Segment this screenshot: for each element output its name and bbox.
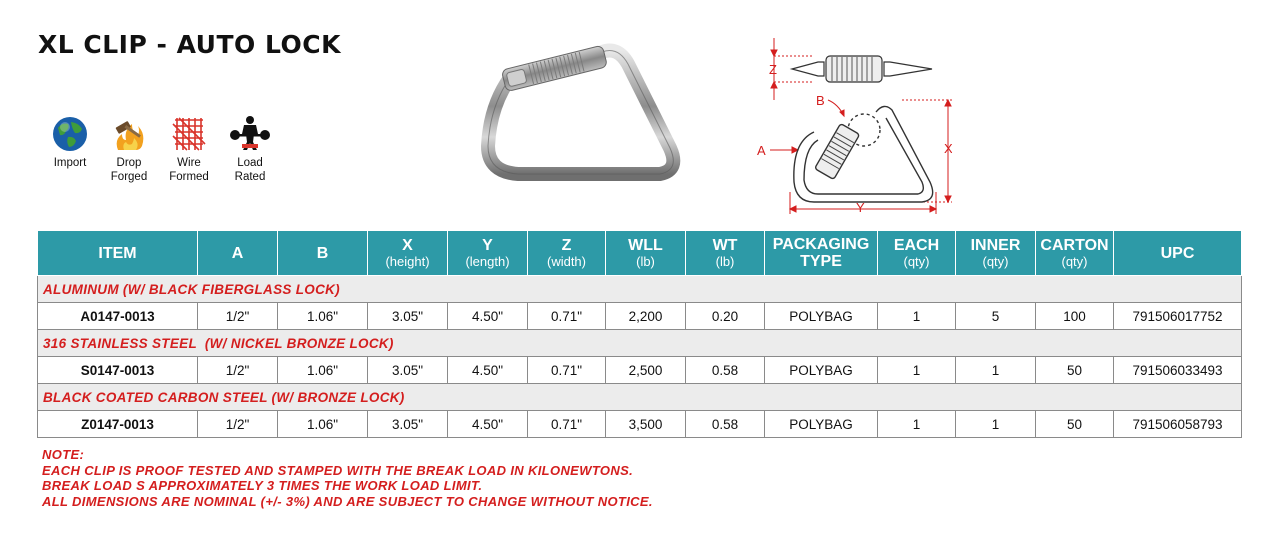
cell-a: 1/2"	[198, 411, 278, 438]
cell-y: 4.50"	[448, 411, 528, 438]
cell-y: 4.50"	[448, 303, 528, 330]
cell-item: A0147-0013	[38, 303, 198, 330]
header-x: X (height)	[368, 231, 448, 276]
header-y: Y (length)	[448, 231, 528, 276]
header-item: ITEM	[38, 231, 198, 276]
header-inner: INNER (qty)	[956, 231, 1036, 276]
feature-label: Wire Formed	[169, 157, 209, 183]
cell-wt: 0.58	[686, 411, 765, 438]
feature-label: Drop Forged	[110, 157, 148, 183]
wire-mesh-icon	[159, 112, 219, 152]
notes-heading: NOTE:	[42, 447, 85, 462]
feature-import	[40, 112, 100, 170]
header-upc: UPC	[1114, 231, 1242, 276]
cell-z: 0.71"	[528, 411, 606, 438]
group-row	[38, 384, 1242, 411]
cell-inner: 5	[956, 303, 1036, 330]
cell-wt: 0.20	[686, 303, 765, 330]
feature-label: Load Rated	[234, 157, 266, 183]
group-title: ALUMINUM (W/ BLACK FIBERGLASS LOCK)	[38, 276, 1242, 303]
dimension-diagram	[752, 32, 952, 222]
cell-inner: 1	[956, 411, 1036, 438]
cell-b: 1.06"	[278, 411, 368, 438]
group-row	[38, 330, 1242, 357]
note-line: EACH CLIP IS PROOF TESTED AND STAMPED WITH THE BREAK LOAD IN KILONEWTONS.	[42, 462, 634, 478]
cell-upc: 791506017752	[1114, 303, 1242, 330]
cell-each: 1	[878, 411, 956, 438]
note-line: BREAK LOAD S APPROXIMATELY 3 TIMES THE WORK LOAD LIMIT.	[42, 478, 483, 493]
group-title: 316 STAINLESS STEEL (W/ NICKEL BRONZE LOCK)	[38, 330, 1242, 357]
hammer-fire-icon	[99, 112, 159, 152]
cell-each: 1	[878, 357, 956, 384]
group-row	[38, 276, 1242, 303]
cell-upc: 791506058793	[1114, 411, 1242, 438]
cell-carton: 100	[1036, 303, 1114, 330]
cell-x: 3.05"	[368, 357, 448, 384]
cell-a: 1/2"	[198, 303, 278, 330]
feature-drop-forged	[99, 112, 159, 184]
feature-load-rated	[220, 112, 280, 184]
group-title: BLACK COATED CARBON STEEL (W/ BRONZE LOCK)	[38, 384, 1242, 411]
cell-each: 1	[878, 303, 956, 330]
cell-z: 0.71"	[528, 357, 606, 384]
table-row	[38, 303, 1242, 330]
cell-x: 3.05"	[368, 411, 448, 438]
table-row	[38, 357, 1242, 384]
cell-wll: 3,500	[606, 411, 686, 438]
cell-packaging: POLYBAG	[765, 303, 878, 330]
header-a: A	[198, 231, 278, 276]
feature-wire-formed	[159, 112, 219, 184]
cell-wll: 2,500	[606, 357, 686, 384]
page-title: XL CLIP - AUTO LOCK	[38, 30, 341, 59]
weightlifter-icon	[220, 112, 280, 152]
dim-label-a: A	[757, 143, 766, 158]
cell-z: 0.71"	[528, 303, 606, 330]
cell-b: 1.06"	[278, 357, 368, 384]
cell-a: 1/2"	[198, 357, 278, 384]
dim-label-y: Y	[856, 200, 865, 215]
carabiner-image	[470, 36, 695, 191]
cell-packaging: POLYBAG	[765, 411, 878, 438]
header-wll: WLL (lb)	[606, 231, 686, 276]
header-each: EACH (qty)	[878, 231, 956, 276]
spec-table	[37, 230, 1242, 438]
header-wt: WT (lb)	[686, 231, 765, 276]
globe-icon	[40, 112, 100, 152]
dim-label-z: Z	[769, 62, 777, 77]
cell-wt: 0.58	[686, 357, 765, 384]
note-line: ALL DIMENSIONS ARE NOMINAL (+/- 3%) AND ARE SUBJECT TO CHANGE WITHOUT NOTICE.	[42, 493, 653, 509]
cell-y: 4.50"	[448, 357, 528, 384]
cell-wll: 2,200	[606, 303, 686, 330]
header-packaging: PACKAGING TYPE	[765, 231, 878, 276]
cell-upc: 791506033493	[1114, 357, 1242, 384]
cell-item: S0147-0013	[38, 357, 198, 384]
header-z: Z (width)	[528, 231, 606, 276]
dim-label-b: B	[816, 93, 825, 108]
cell-inner: 1	[956, 357, 1036, 384]
cell-carton: 50	[1036, 411, 1114, 438]
cell-item: Z0147-0013	[38, 411, 198, 438]
cell-b: 1.06"	[278, 303, 368, 330]
header-row	[38, 231, 1242, 276]
cell-packaging: POLYBAG	[765, 357, 878, 384]
header-carton: CARTON (qty)	[1036, 231, 1114, 276]
cell-x: 3.05"	[368, 303, 448, 330]
dim-label-x: X	[944, 141, 952, 156]
header-b: B	[278, 231, 368, 276]
cell-carton: 50	[1036, 357, 1114, 384]
notes	[42, 447, 653, 509]
table-row	[38, 411, 1242, 438]
feature-icons	[40, 112, 300, 192]
feature-label: Import	[53, 157, 87, 169]
